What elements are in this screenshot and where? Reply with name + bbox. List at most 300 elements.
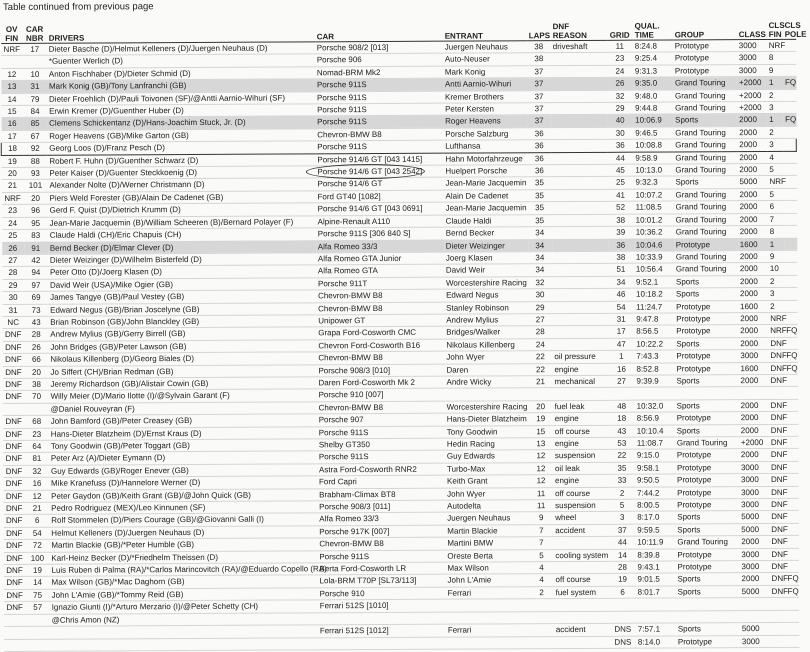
entrant-cell: Turbo-Max bbox=[445, 463, 529, 476]
car-nbr-cell: 94 bbox=[24, 267, 48, 280]
car-nbr-cell: 75 bbox=[26, 589, 50, 602]
dnf-reason-cell bbox=[551, 152, 607, 165]
dnf-reason-cell bbox=[554, 636, 610, 649]
entrant-cell: Andre Wicky bbox=[444, 376, 528, 389]
group-cell: Prototype bbox=[673, 64, 737, 77]
cls-fin-cell: DNF bbox=[768, 337, 784, 349]
entrant-cell: Jean-Marie Jacquemin bbox=[443, 177, 527, 190]
cls-fin-cell: DNF bbox=[768, 350, 784, 362]
qual-time-cell: 8:52.8 bbox=[634, 363, 674, 376]
cls-fin-cell: 9 bbox=[767, 64, 783, 76]
class-cell: +2000 bbox=[737, 102, 767, 115]
laps-cell: 12 bbox=[529, 475, 553, 488]
dnf-reason-cell bbox=[552, 264, 608, 277]
cls-fin-cell: 8 bbox=[767, 52, 783, 64]
grid-cell: 35 bbox=[609, 462, 635, 475]
car-nbr-cell: 12 bbox=[25, 490, 49, 503]
car-cell: Grapa Ford-Cosworth CMC bbox=[316, 327, 444, 340]
class-cell bbox=[739, 387, 769, 400]
laps-cell: 36 bbox=[527, 127, 551, 140]
grid-cell: 14 bbox=[609, 549, 635, 562]
car-nbr-cell: 91 bbox=[24, 242, 48, 255]
laps-cell bbox=[530, 624, 554, 637]
cls-fin-cell: 2 bbox=[767, 89, 783, 101]
cls-fin-cell: DNF bbox=[770, 585, 786, 597]
group-cell: Sports bbox=[675, 424, 739, 437]
class-cell: 3000 bbox=[737, 39, 767, 52]
class-cell: 2000 bbox=[739, 399, 769, 412]
grid-cell: 30 bbox=[607, 127, 633, 140]
group-cell bbox=[676, 598, 740, 611]
entrant-cell: Claude Haldi bbox=[444, 214, 528, 227]
car-cell: Chevron-BMW B8 bbox=[317, 401, 445, 414]
class-cell: 1600 bbox=[738, 238, 768, 251]
ov-fin-cell: DNF bbox=[3, 478, 25, 491]
dnf-reason-cell: cooling system bbox=[553, 549, 609, 562]
class-cell: 3000 bbox=[739, 499, 769, 512]
entrant-cell: John Wyer bbox=[444, 351, 528, 364]
laps-cell: 37 bbox=[527, 65, 551, 78]
class-cell: 2000 bbox=[737, 139, 767, 152]
class-cell bbox=[740, 610, 770, 623]
car-nbr-cell: 38 bbox=[24, 378, 48, 391]
car-nbr-cell: 21 bbox=[25, 502, 49, 515]
dnf-reason-cell bbox=[551, 127, 607, 140]
ov-fin-cell: DNF bbox=[3, 527, 25, 540]
drivers-cell: Karl-Heinz Becker (D)/*Friedhelm Theissen (D) bbox=[49, 551, 317, 565]
ov-fin-cell: 14 bbox=[1, 93, 23, 106]
car-nbr-cell: 72 bbox=[25, 539, 49, 552]
laps-cell bbox=[530, 611, 554, 624]
drivers-cell: Gerd F. Quist (D)/Dietrich Krumm (D) bbox=[48, 203, 316, 217]
drivers-cell: David Weir (USA)/Mike Ogier (GB) bbox=[48, 278, 316, 292]
ov-fin-cell: 20 bbox=[1, 167, 23, 180]
class-cell: 3000 bbox=[739, 561, 769, 574]
laps-cell: 38 bbox=[527, 41, 551, 54]
dnf-reason-cell bbox=[551, 65, 607, 78]
drivers-cell: James Tangye (GB)/Paul Vestey (GB) bbox=[48, 290, 316, 304]
entrant-cell: Andrew Mylius bbox=[444, 314, 528, 327]
group-cell: Grand Touring bbox=[673, 77, 737, 90]
class-cell: 2000 bbox=[737, 188, 767, 201]
entrant-cell bbox=[446, 611, 530, 624]
cls-fin-cell: DNF bbox=[770, 573, 786, 585]
class-cell: 2000 bbox=[739, 424, 769, 437]
cls-fin-cell: DNF bbox=[769, 536, 785, 548]
class-cell: +2000 bbox=[739, 436, 769, 449]
cls-fin-cell: DNF bbox=[769, 474, 785, 486]
entrant-cell: Worcestershire Racing bbox=[444, 276, 528, 289]
dnf-reason-cell: oil leak bbox=[553, 462, 609, 475]
group-cell: Sports bbox=[676, 573, 740, 586]
qual-time-cell: 8:17.0 bbox=[635, 511, 675, 524]
car-nbr-cell: 42 bbox=[24, 254, 48, 267]
group-cell: Sports bbox=[676, 623, 740, 636]
drivers-cell: @Chris Amon (NZ) bbox=[50, 613, 318, 627]
class-cell: 2000 bbox=[739, 412, 769, 425]
ov-fin-cell: DNF bbox=[4, 602, 26, 615]
cls-pole-cell: FQ bbox=[786, 573, 799, 585]
laps-cell bbox=[530, 636, 554, 649]
group-cell: Grand Touring bbox=[673, 189, 737, 202]
car-cell: Porsche 911S bbox=[315, 140, 443, 153]
cls-pole-cell bbox=[783, 139, 796, 151]
drivers-cell: Mark Konig (GB)/Tony Lanfranchi (GB) bbox=[47, 79, 315, 93]
entrant-cell: Jean-Marie Jacquemin bbox=[444, 202, 528, 215]
car-cell: Chevron-BMW B8 bbox=[316, 351, 444, 364]
car-cell: Chevron-BMW B8 bbox=[315, 128, 443, 141]
car-nbr-cell: 69 bbox=[24, 291, 48, 304]
cls-fin-cell: DNF bbox=[769, 498, 785, 510]
qual-time-cell: 8:56.9 bbox=[635, 412, 675, 425]
qual-time-cell: 8:56.5 bbox=[634, 325, 674, 338]
qual-time-cell: 11:08.7 bbox=[635, 437, 675, 450]
cls-fin-cell: 1 bbox=[767, 77, 783, 89]
group-cell: Sports bbox=[674, 288, 738, 301]
grid-cell: 44 bbox=[609, 536, 635, 549]
grid-cell: 47 bbox=[608, 338, 634, 351]
grid-cell: 38 bbox=[608, 214, 634, 227]
ov-fin-cell: 29 bbox=[2, 279, 24, 292]
dnf-reason-cell: off course bbox=[553, 425, 609, 438]
dnf-reason-cell: driveshaft bbox=[551, 40, 607, 53]
entrant-cell: Roger Heavens bbox=[443, 115, 527, 128]
qual-time-cell bbox=[636, 611, 676, 624]
dnf-reason-cell bbox=[551, 53, 607, 66]
dnf-reason-cell: engine bbox=[552, 363, 608, 376]
entrant-cell: Kremer Brothers bbox=[443, 90, 527, 103]
cls-pole-cell bbox=[786, 635, 799, 647]
class-cell: 2000 bbox=[737, 114, 767, 127]
group-cell: Sports bbox=[675, 511, 739, 524]
laps-cell: 36 bbox=[527, 165, 551, 178]
car-cell: Ford GT40 [1082] bbox=[316, 190, 444, 203]
dnf-reason-cell bbox=[551, 177, 607, 190]
group-cell: Prototype bbox=[676, 635, 740, 648]
entrant-cell: Martin Blackie bbox=[445, 525, 529, 538]
car-nbr-cell: 67 bbox=[23, 130, 47, 143]
entrant-cell: Worcestershire Racing bbox=[445, 401, 529, 414]
entrant-cell: Stanley Robinson bbox=[444, 301, 528, 314]
cls-fin-cell: DNF bbox=[769, 399, 785, 411]
grid-cell: 16 bbox=[608, 363, 634, 376]
laps-cell: 21 bbox=[528, 376, 552, 389]
ov-fin-cell: DNF bbox=[3, 453, 25, 466]
laps-cell: 28 bbox=[528, 326, 552, 339]
dnf-reason-cell: off course bbox=[553, 487, 609, 500]
drivers-cell: Peter Gaydon (GB)/Keith Grant (GB)/@John Quick (GB) bbox=[49, 488, 317, 502]
car-cell: Chevron Ford-Cosworth B16 bbox=[316, 339, 444, 352]
dnf-reason-cell bbox=[552, 202, 608, 215]
cls-pole-cell bbox=[783, 126, 796, 138]
dnf-reason-cell: mechanical bbox=[552, 375, 608, 388]
grid-cell: 40 bbox=[607, 115, 633, 128]
laps-cell: 30 bbox=[528, 289, 552, 302]
cls-pole-cell bbox=[783, 64, 796, 76]
laps-cell: 36 bbox=[527, 152, 551, 165]
qual-time-cell: 9:35.0 bbox=[633, 77, 673, 90]
drivers-cell: Edward Negus (GB)/Brian Joscelyne (GB) bbox=[48, 302, 316, 316]
grid-cell: 48 bbox=[609, 400, 635, 413]
drivers-cell: Georg Loos (D)/Franz Pesch (D) bbox=[47, 141, 315, 155]
car-cell: Alfa Romeo 33/3 bbox=[317, 513, 445, 526]
entrant-cell: Tony Goodwin bbox=[445, 425, 529, 438]
qual-time-cell: 10:04.6 bbox=[634, 238, 674, 251]
grid-cell: 2 bbox=[609, 487, 635, 500]
grid-cell: 32 bbox=[607, 90, 633, 103]
cls-fin-cell: DNF bbox=[769, 486, 785, 498]
car-cell: Alfa Romeo GTA bbox=[316, 264, 444, 277]
car-nbr-cell: 81 bbox=[25, 453, 49, 466]
car-nbr-cell: 66 bbox=[24, 353, 48, 366]
ov-fin-cell: DNF bbox=[3, 416, 25, 429]
car-cell bbox=[318, 637, 446, 650]
group-cell: Grand Touring bbox=[673, 164, 737, 177]
laps-cell: 37 bbox=[527, 90, 551, 103]
qual-time-cell: 9:39.9 bbox=[634, 375, 674, 388]
qual-time-cell: 7:44.2 bbox=[635, 487, 675, 500]
entrant-cell: Nikolaus Killenberg bbox=[444, 338, 528, 351]
cls-pole-cell bbox=[784, 238, 797, 250]
entrant-cell: Joerg Klasen bbox=[444, 252, 528, 265]
group-cell: Sports bbox=[673, 176, 737, 189]
group-cell: Sports bbox=[674, 375, 738, 388]
group-cell: Prototype bbox=[675, 449, 739, 462]
laps-cell: 35 bbox=[528, 189, 552, 202]
cls-pole-cell bbox=[783, 89, 796, 101]
car-cell: Porsche 908/3 [010] bbox=[316, 364, 444, 377]
ov-fin-cell: 30 bbox=[2, 292, 24, 305]
class-cell: +2000 bbox=[737, 77, 767, 90]
grid-cell: 11 bbox=[607, 40, 633, 53]
car-nbr-cell: 93 bbox=[23, 167, 47, 180]
cls-pole-cell bbox=[784, 287, 797, 299]
qual-time-cell bbox=[635, 387, 675, 400]
cls-fin-cell: DNF bbox=[769, 424, 785, 436]
results-table bbox=[0, 11, 807, 652]
car-nbr-cell: 100 bbox=[25, 552, 49, 565]
car-nbr-cell: 19 bbox=[25, 564, 49, 577]
laps-cell: 35 bbox=[528, 214, 552, 227]
car-cell: Porsche 917K [007] bbox=[317, 525, 445, 538]
entrant-cell: Huelpert Porsche bbox=[443, 165, 527, 178]
grid-cell: 45 bbox=[607, 164, 633, 177]
laps-cell: 29 bbox=[528, 301, 552, 314]
group-cell: Sports bbox=[676, 586, 740, 599]
drivers-cell: Piers Weld Forester (GB)/Alain De Cadenet (GB) bbox=[48, 191, 316, 205]
drivers-cell: John L'Amie (GB)/*Tommy Reid (GB) bbox=[50, 588, 318, 602]
ov-fin-cell bbox=[4, 639, 26, 652]
dnf-reason-cell bbox=[551, 78, 607, 91]
col-car: CAR bbox=[315, 13, 443, 42]
entrant-cell: Oreste Berta bbox=[445, 549, 529, 562]
ov-fin-cell: 15 bbox=[1, 105, 23, 118]
col-class: CLASS bbox=[737, 11, 767, 40]
ov-fin-cell: DNF bbox=[3, 540, 25, 553]
laps-cell: 13 bbox=[529, 438, 553, 451]
dnf-reason-cell: engine bbox=[553, 413, 609, 426]
grid-cell: 53 bbox=[609, 437, 635, 450]
dnf-reason-cell: off course bbox=[554, 574, 610, 587]
ov-fin-cell: DNF bbox=[2, 378, 24, 391]
class-cell: 2000 bbox=[738, 263, 768, 276]
car-nbr-cell: 16 bbox=[25, 477, 49, 490]
cls-fin-cell: DNF bbox=[768, 362, 784, 374]
cls-fin-cell: 10 bbox=[768, 263, 784, 275]
cls-fin-cell: 6 bbox=[768, 201, 784, 213]
entrant-cell: David Weir bbox=[444, 264, 528, 277]
drivers-cell: Nikolaus Killenberg (D)/Georg Biales (D) bbox=[48, 352, 316, 366]
group-cell: Prototype bbox=[675, 499, 739, 512]
cls-pole-cell bbox=[783, 101, 796, 113]
ov-fin-cell bbox=[4, 614, 26, 627]
grid-cell: 36 bbox=[607, 139, 633, 152]
qual-time-cell: 10:32.0 bbox=[635, 400, 675, 413]
qual-time-cell bbox=[636, 598, 676, 611]
class-cell: 2000 bbox=[738, 275, 768, 288]
cls-fin-cell: 8 bbox=[768, 225, 784, 237]
grid-cell: 6 bbox=[610, 586, 636, 599]
entrant-cell: Daren bbox=[444, 363, 528, 376]
dnf-reason-cell: fuel system bbox=[554, 586, 610, 599]
grid-cell: 54 bbox=[608, 301, 634, 314]
grid-cell: 34 bbox=[608, 276, 634, 289]
ov-fin-cell: DNF bbox=[2, 329, 24, 342]
cls-fin-cell: 2 bbox=[768, 300, 784, 312]
entrant-cell: John L'Amie bbox=[446, 574, 530, 587]
car-cell: Porsche 910 bbox=[318, 587, 446, 600]
group-cell: Grand Touring bbox=[673, 126, 737, 139]
qual-time-cell: 8:01.7 bbox=[636, 586, 676, 599]
ov-fin-cell bbox=[4, 626, 26, 639]
grid-cell: 28 bbox=[609, 561, 635, 574]
drivers-cell: Dieter Weizinger (D)/Wilhelm Bisterfeld (D) bbox=[48, 253, 316, 267]
drivers-cell: @Daniel Rouveyran (F) bbox=[49, 402, 317, 416]
grid-cell: 38 bbox=[608, 251, 634, 264]
dnf-reason-cell: suspension bbox=[553, 450, 609, 463]
drivers-cell: Clemens Schickentanz (D)/Hans-Joachim Stuck, Jr. (D) bbox=[47, 116, 315, 130]
entrant-cell bbox=[446, 599, 530, 612]
cls-pole-cell: FQ bbox=[784, 362, 797, 374]
class-cell: 3000 bbox=[738, 350, 768, 363]
entrant-cell: Hahn Motorfahrzeuge bbox=[443, 152, 527, 165]
qual-time-cell: 9:58.9 bbox=[633, 152, 673, 165]
car-nbr-cell: 101 bbox=[23, 180, 47, 193]
entrant-cell: Lufthansa bbox=[443, 140, 527, 153]
ov-fin-cell: 31 bbox=[2, 304, 24, 317]
entrant-cell: Hans-Dieter Blatzheim bbox=[445, 413, 529, 426]
car-nbr-cell: 96 bbox=[24, 205, 48, 218]
qual-time-cell: 7:43.3 bbox=[634, 350, 674, 363]
grid-cell: 52 bbox=[608, 201, 634, 214]
laps-cell: 7 bbox=[529, 524, 553, 537]
class-cell: 3000 bbox=[739, 486, 769, 499]
class-cell: 5000 bbox=[740, 585, 770, 598]
header-row bbox=[1, 11, 796, 44]
car-nbr-cell: 73 bbox=[24, 304, 48, 317]
col-grid: GRID bbox=[607, 12, 633, 41]
cls-fin-cell: DNF bbox=[769, 461, 785, 473]
ov-fin-cell: DNF bbox=[3, 502, 25, 515]
cls-pole-cell bbox=[783, 188, 796, 200]
car-nbr-cell: 97 bbox=[24, 279, 48, 292]
class-cell: 2000 bbox=[740, 573, 770, 586]
ov-fin-cell: 28 bbox=[2, 267, 24, 280]
laps-cell: 19 bbox=[529, 413, 553, 426]
qual-time-cell: 8:14.0 bbox=[636, 635, 676, 648]
cls-fin-cell: DNF bbox=[769, 449, 785, 461]
grid-cell: 33 bbox=[609, 474, 635, 487]
laps-cell: 22 bbox=[528, 363, 552, 376]
dnf-reason-cell bbox=[552, 226, 608, 239]
dnf-reason-cell bbox=[552, 239, 608, 252]
class-cell: 2000 bbox=[738, 325, 768, 338]
car-nbr-cell: 23 bbox=[25, 428, 49, 441]
laps-cell: 34 bbox=[528, 239, 552, 252]
class-cell: 2000 bbox=[738, 312, 768, 325]
cls-pole-cell bbox=[786, 622, 799, 634]
ov-fin-cell: 26 bbox=[2, 242, 24, 255]
ov-fin-cell: DNF bbox=[4, 577, 26, 590]
entrant-cell: Antti Aarnio-Wihuri bbox=[443, 78, 527, 91]
cls-pole-cell: FQ bbox=[784, 349, 797, 361]
qual-time-cell: 10:56.4 bbox=[634, 263, 674, 276]
drivers-cell: Peter Arz (A)/Dieter Eymann (D) bbox=[49, 451, 317, 465]
grid-cell: 1 bbox=[608, 350, 634, 363]
laps-cell: 35 bbox=[528, 202, 552, 215]
group-cell: Sports bbox=[673, 114, 737, 127]
drivers-cell: Jean-Marie Jacquemin (B)/William Scheeren (B)/Bernard Polayer (F) bbox=[48, 216, 316, 230]
class-cell: 3000 bbox=[739, 474, 769, 487]
laps-cell: 27 bbox=[528, 314, 552, 327]
car-nbr-cell: 92 bbox=[23, 143, 47, 156]
dnf-reason-cell bbox=[553, 537, 609, 550]
qual-time-cell: 8:39.8 bbox=[635, 549, 675, 562]
drivers-cell bbox=[50, 637, 318, 651]
qual-time-cell: 7:57.1 bbox=[636, 623, 676, 636]
laps-cell: 9 bbox=[529, 512, 553, 525]
ov-fin-cell: DNF bbox=[3, 391, 25, 404]
drivers-cell: John Bamford (GB)/Peter Creasey (GB) bbox=[49, 414, 317, 428]
grid-cell: 23 bbox=[607, 53, 633, 66]
cls-pole-cell: FQ bbox=[786, 585, 799, 597]
col-cls-fin: CLS FIN bbox=[767, 11, 783, 40]
drivers-cell: Bernd Becker (D)/Elmar Clever (D) bbox=[48, 240, 316, 254]
ov-fin-cell: DNF bbox=[3, 465, 25, 478]
drivers-cell: Mike Kranefuss (D)/Hannelore Werner (D) bbox=[49, 476, 317, 490]
qual-time-cell: 9:47.8 bbox=[634, 313, 674, 326]
car-nbr-cell: 84 bbox=[23, 105, 47, 118]
dnf-reason-cell bbox=[551, 115, 607, 128]
col-group: GROUP bbox=[673, 11, 737, 40]
car-cell: Ford Capri bbox=[317, 475, 445, 488]
entrant-cell: Alain De Cadenet bbox=[444, 190, 528, 203]
dnf-reason-cell: accident bbox=[554, 623, 610, 636]
ov-fin-cell: 27 bbox=[2, 254, 24, 267]
laps-cell: 34 bbox=[528, 227, 552, 240]
qual-time-cell: 10:36.2 bbox=[634, 226, 674, 239]
grid-cell: 27 bbox=[608, 375, 634, 388]
ov-fin-cell: 12 bbox=[1, 68, 23, 81]
car-cell: Porsche 914/6 GT bbox=[315, 178, 443, 191]
dnf-reason-cell bbox=[551, 90, 607, 103]
car-cell: Porsche 911S [306 840 S] bbox=[316, 227, 444, 240]
car-cell: Porsche 911S bbox=[317, 426, 445, 439]
car-cell: Chevron-BMW B8 bbox=[316, 289, 444, 302]
ov-fin-cell: NC bbox=[2, 316, 24, 329]
grid-cell: 44 bbox=[607, 152, 633, 165]
group-cell: Grand Touring bbox=[675, 437, 739, 450]
